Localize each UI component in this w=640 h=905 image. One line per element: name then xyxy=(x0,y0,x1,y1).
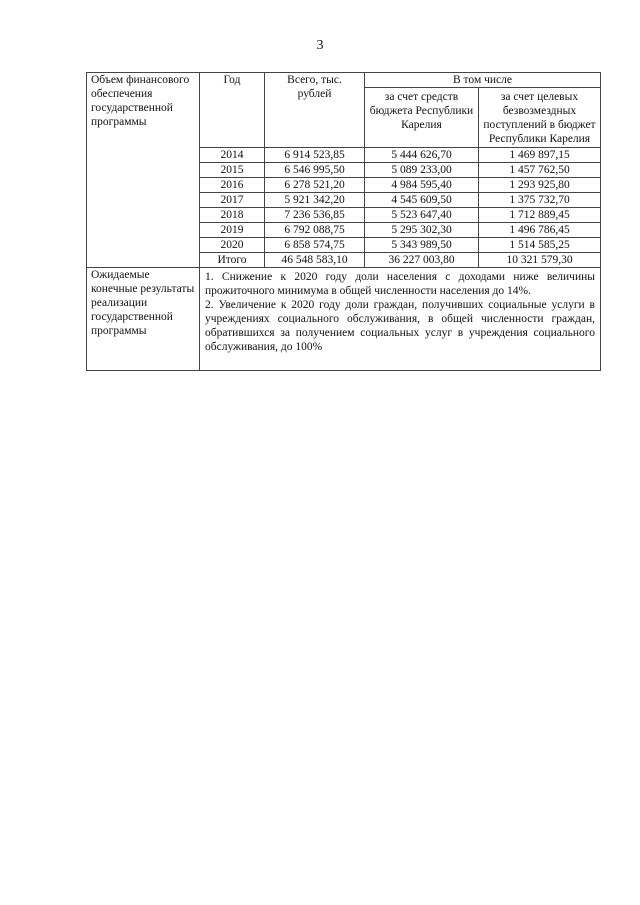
total-cell: 6 278 521,20 xyxy=(265,178,365,193)
targeted-cell: 1 496 786,45 xyxy=(479,223,601,238)
budget-cell: 5 523 647,40 xyxy=(365,208,479,223)
targeted-cell: 1 457 762,50 xyxy=(479,163,601,178)
budget-cell: 5 089 233,00 xyxy=(365,163,479,178)
budget-header-cell xyxy=(365,88,479,148)
year-cell: 2020 xyxy=(200,238,265,253)
targeted-cell: 1 712 889,45 xyxy=(479,208,601,223)
targeted-cell: 1 375 732,70 xyxy=(479,193,601,208)
budget-cell: 5 444 626,70 xyxy=(365,148,479,163)
targeted-header: за счет целевых безвозмездных поступлений в бюджет Республики Карелия xyxy=(483,91,596,145)
targeted-cell: 1 293 925,80 xyxy=(479,178,601,193)
including-header: В том числе xyxy=(453,74,512,86)
results-text-cell xyxy=(200,268,601,371)
program-table xyxy=(86,72,601,371)
targeted-cell: 10 321 579,30 xyxy=(479,253,601,268)
total-cell: 7 236 536,85 xyxy=(265,208,365,223)
targeted-cell: 1 469 897,15 xyxy=(479,148,601,163)
year-cell: 2015 xyxy=(200,163,265,178)
page-number: 3 xyxy=(316,38,324,53)
results-label: Ожидаемые конечные результаты реализации государственной программы xyxy=(91,269,195,337)
year-cell: Итого xyxy=(200,253,265,268)
targeted-header-cell xyxy=(479,88,601,148)
year-header-cell xyxy=(200,73,265,148)
total-cell: 6 914 523,85 xyxy=(265,148,365,163)
year-cell: 2019 xyxy=(200,223,265,238)
funding-label-cell xyxy=(87,73,200,268)
total-cell: 5 921 342,20 xyxy=(265,193,365,208)
results-row xyxy=(87,268,601,371)
year-cell: 2017 xyxy=(200,193,265,208)
year-cell: 2016 xyxy=(200,178,265,193)
year-header: Год xyxy=(223,74,241,86)
total-header: Всего, тыс. рублей xyxy=(287,74,342,100)
budget-cell: 36 227 003,80 xyxy=(365,253,479,268)
total-cell: 6 858 574,75 xyxy=(265,238,365,253)
year-cell: 2018 xyxy=(200,208,265,223)
budget-cell: 4 984 595,40 xyxy=(365,178,479,193)
total-cell: 6 792 088,75 xyxy=(265,223,365,238)
including-header-cell xyxy=(365,73,601,88)
result-item-1: 1. Снижение к 2020 году доли населения с доходами ниже величины прожиточного минимума в общей численности населения до 14%. xyxy=(205,271,595,297)
results-label-cell xyxy=(87,268,200,371)
total-cell: 6 546 995,50 xyxy=(265,163,365,178)
budget-cell: 5 343 989,50 xyxy=(365,238,479,253)
targeted-cell: 1 514 585,25 xyxy=(479,238,601,253)
result-item-2: 2. Увеличение к 2020 году доли граждан, получивших социальные услуги в учреждениях социального обслуживания, в общей численности граждан, обратившихся за получением социальных услуг в учреждения социального обслуживания, до 100% xyxy=(205,299,595,353)
budget-header: за счет средств бюджета Республики Карелия xyxy=(369,91,474,131)
budget-cell: 4 545 609,50 xyxy=(365,193,479,208)
total-header-cell xyxy=(265,73,365,148)
total-cell: 46 548 583,10 xyxy=(265,253,365,268)
year-cell: 2014 xyxy=(200,148,265,163)
funding-label: Объем финансового обеспечения государственной программы xyxy=(91,74,190,128)
budget-cell: 5 295 302,30 xyxy=(365,223,479,238)
